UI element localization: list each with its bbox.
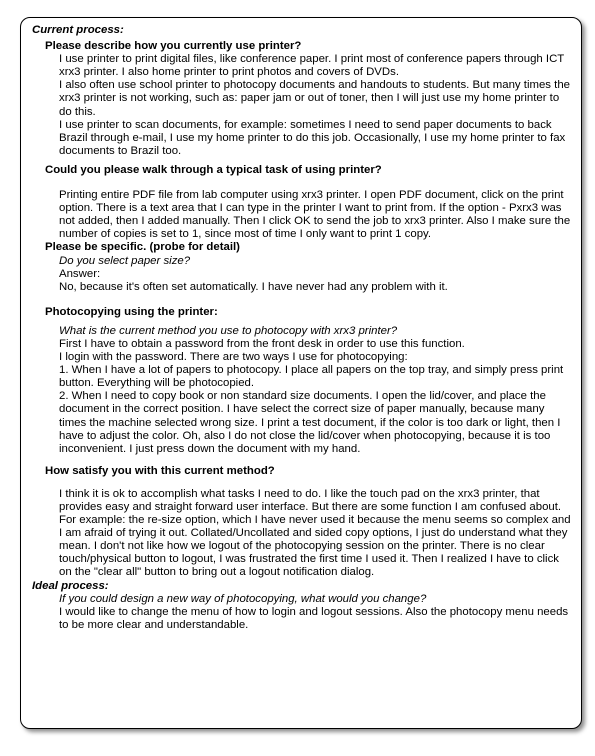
probe-question: If you could design a new way of photocopying, what would you change? <box>59 592 427 605</box>
question-typical-task: Could you please walk through a typical task of using printer? <box>45 163 382 176</box>
answer-paragraph: I also often use school printer to photocopy documents and handouts to students. But many times the xrx3 printer is not working, such as: paper jam or out of toner, then I will just use my home printer to do this. <box>59 79 570 118</box>
answer-paragraph: I would like to change the menu of how to login and logout sessions. Also the photocopy menu needs to be more clear and understandable. <box>59 605 569 631</box>
answer-paragraph: Printing entire PDF file from lab computer using xrx3 printer. I open PDF document, click on the print option. There is a text area that I can type in the printer I want to print from. If the option - Pxrx3 was not added, then I added manually. Then I click OK to send the job to xrx3 printer. Also I make sure the number of copies is set to 1, since most of time I only want to print 1 copy. <box>59 189 571 241</box>
probe-question: Do you select paper size? <box>59 254 191 267</box>
document-card <box>20 17 582 729</box>
answer-paragraph: 2. When I need to copy book or non standard size documents. I open the lid/cover, and place the document in the correct position. I have select the correct size of paper manually, because many times the machine selected wrong size. I print a test document, if the color is too dark or light, then I have to adjust the color. Oh, also I do not close the lid/cover when photocopying, because it is too inconvenient. I just press down the document with my hand. <box>59 390 561 455</box>
document-content <box>32 24 573 632</box>
section-ideal-process: Ideal process: <box>32 579 109 592</box>
section-current-process: Current process: <box>32 24 124 36</box>
question-describe-usage: Please describe how you currently use printer? <box>45 40 302 53</box>
answer-paragraph: 1. When I have a lot of papers to photocopy. I place all papers on the top tray, and simply press print button. Everything will be photocopied. <box>59 364 564 390</box>
answer-paragraph: I login with the password. There are two ways I use for photocopying: <box>59 351 408 364</box>
answer-label: Answer: <box>59 267 101 280</box>
answer-paragraph: I use printer to scan documents, for example: sometimes I need to send paper documents to back Brazil through e-mail, I use my home printer to do this job. Occasionally, I use my home printer to fax documents to Brazil too. <box>59 118 566 157</box>
question-be-specific: Please be specific. (probe for detail) <box>45 241 240 254</box>
answer-paragraph: First I have to obtain a password from the front desk in order to use this function. <box>59 337 465 350</box>
probe-question: What is the current method you use to photocopy with xrx3 printer? <box>59 324 398 337</box>
question-photocopying: Photocopying using the printer: <box>45 305 218 318</box>
answer-paragraph: No, because it's often set automatically. I have never had any problem with it. <box>59 280 448 293</box>
question-satisfaction: How satisfy you with this current method? <box>45 464 275 477</box>
answer-paragraph: I use printer to print digital files, like conference paper. I print most of conference papers through ICT xrx3 printer. I also home printer to print photos and covers of DVDs. <box>59 53 565 79</box>
answer-paragraph: I think it is ok to accomplish what tasks I need to do. I like the touch pad on the xrx3 printer, that provides easy and straight forward user interface. But there are some function I am confused about. For example: the re-size option, which I have never used it because the menu seems so complex and I am afraid of trying it out. Collated/Uncollated and sided copy options, I just do understand what they mean. I don't not like how we logout of the photocopying session on the printer. There is no clear touch/physical button to logout, I was frustrated the first time I used it. Then I realized I have to click on the "clear all" button to bring out a logout notification dialog. <box>59 487 571 579</box>
